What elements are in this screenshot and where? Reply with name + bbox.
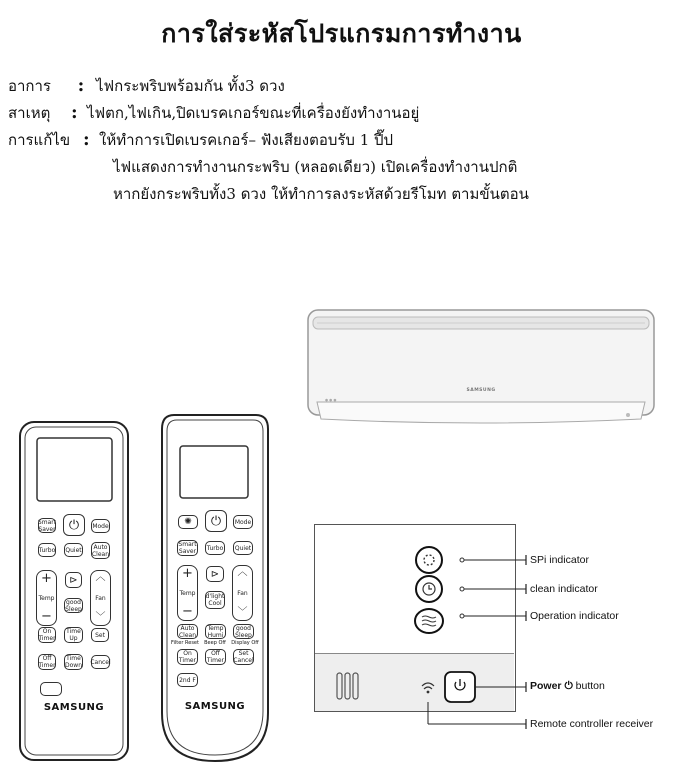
auto-clean-button[interactable]: Auto Clean (91, 543, 110, 558)
receiver-icon (422, 683, 434, 689)
receiver-label: Remote controller receiver (530, 718, 654, 730)
cause-label: สาเหตุ (8, 104, 51, 122)
quiet-button[interactable]: Quiet (233, 541, 253, 555)
temp-plus-icon: + (182, 566, 193, 581)
panel-power-button (445, 672, 475, 702)
power-button-label (530, 680, 605, 693)
temp-rocker[interactable] (177, 565, 198, 621)
turbo-button[interactable]: Turbo (38, 543, 56, 557)
fix-row (8, 130, 393, 150)
mode-button[interactable]: Mode (91, 519, 110, 533)
fan-label: Fan (237, 589, 248, 597)
remote-brand-logo: SAMSUNG (184, 701, 246, 712)
mode-button[interactable]: Mode (233, 515, 253, 529)
off-timer-button[interactable]: Off Timer (38, 655, 56, 669)
fan-rocker[interactable] (90, 570, 111, 626)
good-sleep-button[interactable]: good Sleep (65, 598, 82, 613)
blank-button[interactable] (40, 682, 62, 696)
power-icon: ⏻ (210, 513, 222, 529)
second-function-button[interactable]: 2nd F (177, 673, 198, 687)
temp-minus-icon: − (41, 609, 52, 624)
power-label-suffix: button (575, 680, 605, 692)
spi-indicator-icon (416, 547, 442, 573)
good-sleep-button[interactable]: good Sleep (233, 624, 254, 639)
fix-separator: : (83, 129, 90, 150)
dlight-cool-button[interactable]: d'light Cool (205, 593, 225, 607)
quiet-button[interactable]: Quiet (64, 543, 83, 557)
symptom-separator: : (77, 75, 85, 96)
operation-indicator-label: Operation indicator (530, 610, 619, 622)
turbo-button[interactable]: Turbo (205, 541, 225, 555)
on-timer-button[interactable]: On Timer (38, 628, 56, 642)
cause-separator: : (71, 102, 78, 123)
air-conditioner-unit (305, 307, 657, 430)
symptom-row (8, 76, 285, 96)
filter-reset-label: Filter Reset (171, 640, 199, 646)
smart-saver-button[interactable]: Smart Saver (37, 518, 57, 533)
clean-indicator-label: clean indicator (530, 583, 598, 595)
fix-line-2: ไฟแสดงการทำงานกระพริบ (หลอดเดียว) เปิดเครื่องทำงานปกติ (113, 158, 518, 176)
ac-brand-logo: SAMSUNG (466, 388, 496, 393)
spi-button[interactable] (178, 515, 198, 529)
display-off-label: Display Off (231, 640, 259, 646)
power-label-prefix: Power (530, 680, 562, 692)
temp-label: Temp (38, 594, 55, 602)
spi-icon: ✺ (184, 516, 192, 527)
fan-rocker[interactable] (232, 565, 253, 621)
set-button[interactable]: Set (91, 628, 109, 642)
temp-minus-icon: − (182, 604, 193, 619)
power-button[interactable] (205, 510, 227, 532)
power-icon: ⏻ (68, 517, 80, 533)
set-cancel-button[interactable]: Set Cancel (233, 650, 254, 664)
swing-button[interactable] (65, 572, 82, 588)
auto-clean-button[interactable]: Auto Clean (178, 624, 197, 639)
swing-button[interactable] (206, 566, 224, 582)
swing-icon: ⊳ (69, 574, 78, 586)
svg-text:● ● ●: ● ● ● (325, 398, 337, 402)
time-up-button[interactable]: Time Up (64, 627, 83, 643)
power-inline-icon: ⏻ (564, 680, 573, 692)
fan-up-icon: ︿ (95, 572, 106, 583)
off-timer-button[interactable]: Off Timer (206, 650, 225, 664)
spi-indicator-label: SPi indicator (530, 554, 589, 566)
fix-label: การแก้ไข (8, 131, 71, 149)
temp-plus-icon: + (41, 571, 52, 586)
symptom-label: อาการ (8, 77, 51, 95)
symptom-text: ไฟกระพริบพร้อมกัน ทั้ง3 ดวง (96, 77, 285, 95)
remote-brand-logo: SAMSUNG (43, 702, 105, 713)
cancel-button[interactable]: Cancel (91, 655, 110, 669)
remote-controller-right (160, 413, 270, 763)
fan-up-icon: ︿ (237, 567, 248, 578)
temp-rocker[interactable] (36, 570, 57, 626)
cause-text: ไฟตก,ไฟเกิน,ปิดเบรคเกอร์ขณะที่เครื่องยังทำงานอยู่ (87, 104, 420, 122)
temp-humi-button[interactable]: Temp Humi (205, 624, 226, 639)
power-button[interactable] (63, 514, 85, 536)
smart-saver-button[interactable]: Smart Saver (178, 541, 197, 555)
temp-label: Temp (179, 589, 196, 597)
cause-row (8, 103, 419, 123)
time-down-button[interactable]: Time Down (65, 655, 83, 669)
page-title: การใส่ระหัสโปรแกรมการทำงาน (161, 19, 522, 48)
fan-label: Fan (95, 594, 106, 602)
remote-controller-left (18, 420, 130, 762)
fix-line-3: หากยังกระพริบทั้ง3 ดวง ให้ทำการลงระหัสด้วยรีโมท ตามขั้นตอน (113, 185, 529, 203)
swing-icon: ⊳ (210, 568, 220, 580)
beep-off-label: Beep Off (204, 640, 226, 646)
on-timer-button[interactable]: On Timer (178, 650, 197, 664)
fix-line-1: ให้ทำการเปิดเบรคเกอร์– ฟังเสียงตอบรับ 1 ปี๊ป (99, 131, 394, 149)
fan-down-icon: ﹀ (237, 607, 248, 618)
fan-down-icon: ﹀ (95, 612, 106, 623)
